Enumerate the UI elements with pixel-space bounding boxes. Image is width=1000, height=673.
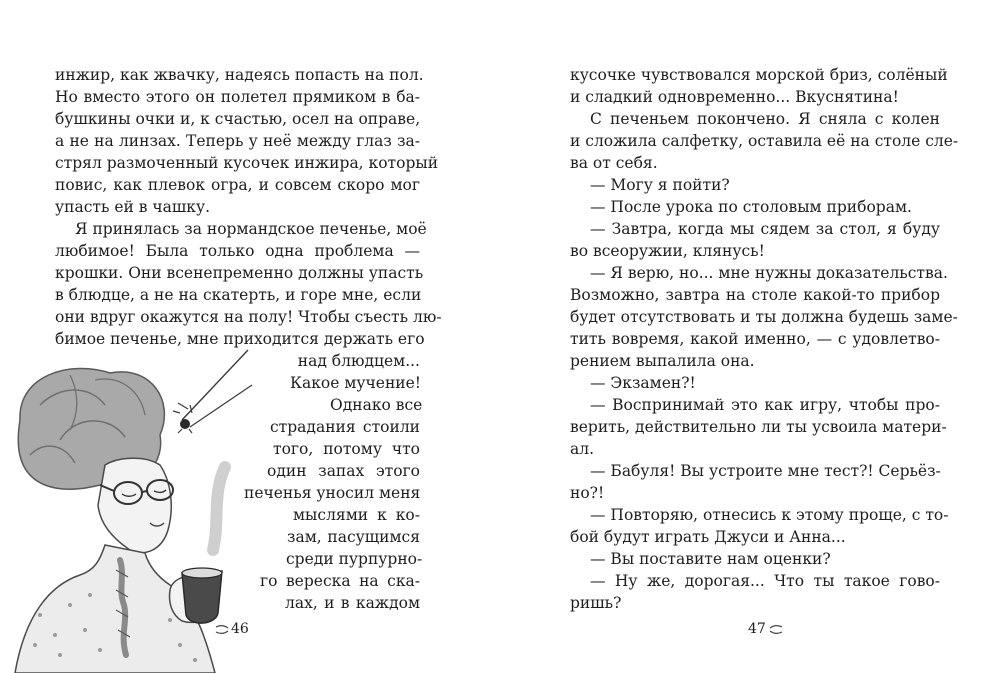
text-line: — Повторяю, отнесись к этому проще, с то-: [590, 506, 949, 524]
text-line: тить вовремя, какой именно, — с удовлетво-: [570, 330, 940, 348]
page-ornament-icon: [214, 624, 230, 636]
text-line: упасть ей в чашку.: [55, 198, 211, 216]
text-line: кусочке чувствовался морской бриз, солёный: [570, 66, 948, 84]
text-line: — Ну же, дорогая... Что ты такое гово-: [590, 572, 940, 590]
text-line: и сладкий одновременно... Вкуснятина!: [570, 88, 899, 106]
text-line: — Могу я пойти?: [590, 176, 730, 194]
text-line: — Завтра, когда мы сядем за стол, я буду: [590, 220, 940, 238]
text-line: ал.: [570, 440, 595, 458]
text-line: Однако все: [330, 396, 423, 414]
text-line: Я принялась за нормандское печенье, моё: [75, 220, 427, 238]
text-line: инжир, как жвачку, надеясь попасть на пол.: [55, 66, 424, 84]
text-line: Возможно, завтра на столе какой-то прибор: [570, 286, 940, 304]
text-line: верить, действительно ли ты усвоила матери-: [570, 418, 947, 436]
text-line: Какое мучение!: [290, 374, 422, 392]
page-number: 46: [231, 621, 249, 637]
text-line: стрял размоченный кусочек инжира, который: [55, 154, 439, 172]
text-line: страдания стоили: [270, 418, 420, 436]
text-line: в блюдце, а не на скатерть, и горе мне, если: [55, 286, 422, 304]
text-line: — Вы поставите нам оценки?: [590, 550, 831, 568]
text-line: Но вместо этого он полетел прямиком в ба-: [55, 88, 420, 106]
text-line: лах, и в каждом: [285, 594, 420, 612]
text-line: — После урока по столовым приборам.: [590, 198, 912, 216]
text-line: — Экзамен?!: [590, 374, 696, 392]
text-line: среди пурпурно-: [286, 550, 423, 568]
text-line: бой будут играть Джуси и Анна...: [570, 528, 846, 546]
text-line: но?!: [570, 484, 605, 502]
text-line: С печеньем покончено. Я сняла с колен: [590, 110, 940, 128]
text-line: во всеоружии, клянусь!: [570, 242, 765, 260]
text-line: — Я верю, но... мне нужны доказательства.: [590, 264, 948, 282]
text-line: бимое печенье, мне приходится держать его: [55, 330, 425, 348]
text-line: того, потому что: [273, 440, 420, 458]
text-line: а не на линзах. Теперь у неё между глаз за-: [55, 132, 420, 150]
right-page: [500, 0, 1000, 673]
text-line: крошки. Они всенепременно должны упасть: [55, 264, 424, 282]
text-line: они вдруг окажутся на полу! Чтобы съесть лю-: [55, 308, 442, 326]
text-line: ва от себя.: [570, 154, 658, 172]
text-line: один запах этого: [267, 462, 420, 480]
text-line: будет отсутствовать и ты должна будешь заме-: [570, 308, 958, 326]
text-line: бушкины очки и, к счастью, осел на оправе,: [55, 110, 421, 128]
page-ornament-icon: [768, 624, 784, 636]
text-line: и сложила салфетку, оставила её на столе сле-: [570, 132, 959, 150]
text-line: печенья уносил меня: [244, 484, 421, 502]
text-line: го вереска на ска-: [260, 572, 420, 590]
text-line: рением выпалила она.: [570, 352, 755, 370]
text-line: — Воспринимай это как игру, чтобы про-: [590, 396, 940, 414]
text-line: повис, как плевок огра, и совсем скоро мог: [55, 176, 420, 194]
text-line: мыслями к ко-: [293, 506, 420, 524]
text-line: над блюдцем...: [297, 352, 420, 370]
text-line: — Бабуля! Вы устроите мне тест?! Серьёз-: [590, 462, 941, 480]
text-line: зам, пасущимся: [287, 528, 420, 546]
page-number: 47: [748, 621, 766, 637]
text-line: ришь?: [570, 594, 622, 612]
text-line: любимое! Была только одна проблема —: [55, 242, 420, 260]
